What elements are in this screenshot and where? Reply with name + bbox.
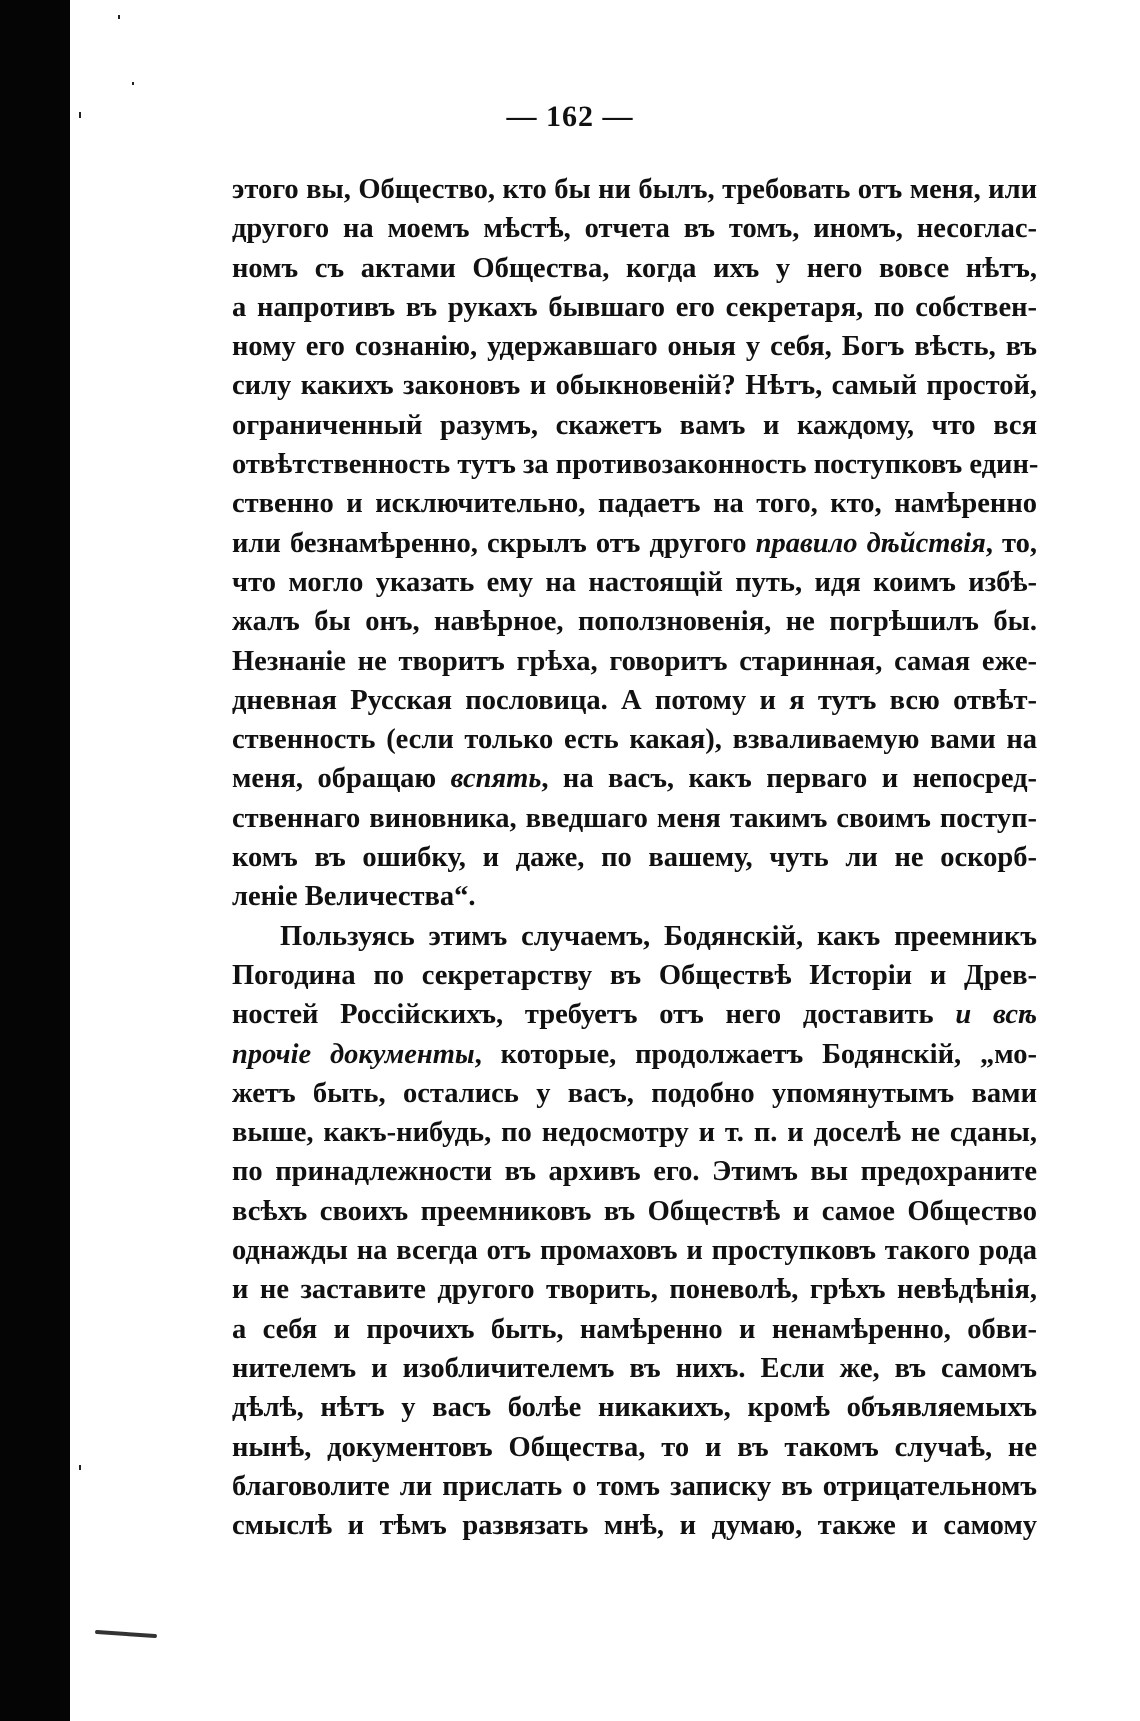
text-line: смыслѣ и тѣмъ развязать мнѣ, и думаю, также и самому <box>232 1510 1037 1542</box>
speck-mark <box>132 82 134 85</box>
text-line: номъ съ актами Общества, когда ихъ у него вовсе нѣтъ, <box>232 252 1037 284</box>
italic-phrase: прочіе документы <box>232 1038 475 1070</box>
text-line: однажды на всегда отъ промаховъ и проступковъ такого рода <box>232 1235 1037 1267</box>
text-line: а напротивъ въ рукахъ бывшаго его секретаря, по собствен- <box>232 291 1037 323</box>
page-number: — 162 — <box>506 100 634 133</box>
text-line: ному его сознанію, удержавшаго оныя у себя, Богъ вѣсть, въ <box>232 331 1037 363</box>
page-text <box>232 170 1037 1545</box>
text-line: ственнаго виновника, введшаго меня такимъ своимъ поступ- <box>232 802 1037 834</box>
paragraph-first-line: Пользуясь этимъ случаемъ, Бодянскій, какъ преемникъ <box>280 920 1037 952</box>
text-line: и не заставите другого творить, поневолѣ, грѣхъ невѣдѣнія, <box>232 1274 1037 1306</box>
text-line: нынѣ, документовъ Общества, то и въ такомъ случаѣ, не <box>232 1431 1037 1463</box>
text-line: благоволите ли прислать о томъ записку въ отрицательномъ <box>232 1470 1037 1502</box>
speck-mark <box>118 15 120 19</box>
text-fragment: , то, <box>985 527 1037 559</box>
text-line <box>232 759 1037 798</box>
text-line: нителемъ и изобличителемъ въ нихъ. Если же, въ самомъ <box>232 1352 1037 1384</box>
text-line: Погодина по секретарству въ Обществѣ Исторіи и Древ- <box>232 959 1037 991</box>
text-line: ограниченный разумъ, скажетъ вамъ и каждому, что вся <box>232 409 1037 441</box>
text-line: выше, какъ-нибудь, по недосмотру и т. п. и доселѣ не сданы, <box>232 1117 1037 1149</box>
text-line <box>232 524 1037 563</box>
italic-phrase: правило дѣйствія <box>755 527 986 559</box>
text-line: силу какихъ законовъ и обыкновеній? Нѣтъ, самый простой, <box>232 370 1037 402</box>
text-line: ственность (если только есть какая), взваливаемую вами на <box>232 724 1037 756</box>
scratch-mark <box>95 1630 157 1638</box>
text-line: а себя и прочихъ быть, намѣренно и ненамѣренно, обви- <box>232 1313 1037 1345</box>
text-fragment: или безнамѣренно, скрылъ отъ другого <box>232 527 756 559</box>
text-line: всѣхъ своихъ преемниковъ въ Обществѣ и самое Общество <box>232 1195 1037 1227</box>
text-line: комъ въ ошибку, и даже, по вашему, чуть ли не оскорб- <box>232 842 1037 874</box>
text-line: отвѣтственность тутъ за противозаконность поступковъ един- <box>232 449 1039 481</box>
text-fragment: ностей Россійскихъ, требуетъ отъ него доставить <box>232 999 956 1031</box>
text-fragment: меня, обращаю <box>232 763 451 795</box>
text-fragment: , на васъ, какъ перваго и непосред- <box>541 763 1037 795</box>
book-binding-edge <box>0 0 70 1721</box>
text-line <box>232 995 1037 1034</box>
text-line: что могло указать ему на настоящій путь, идя коимъ избѣ- <box>232 566 1037 598</box>
speck-mark <box>79 1465 81 1470</box>
text-line: леніе Величества“. <box>232 881 476 913</box>
text-line: ственно и исключительно, падаетъ на того, кто, намѣренно <box>232 488 1037 520</box>
text-line: Незнаніе не творитъ грѣха, говоритъ старинная, самая еже- <box>232 645 1037 677</box>
text-line: жетъ быть, остались у васъ, подобно упомянутымъ вами <box>232 1077 1037 1109</box>
text-line: по принадлежности въ архивъ его. Этимъ вы предохраните <box>232 1156 1037 1188</box>
text-line <box>232 1035 1037 1074</box>
text-line: дневная Русская пословица. А потому и я тутъ всю отвѣт- <box>232 684 1037 716</box>
text-line: этого вы, Общество, кто бы ни былъ, требовать отъ меня, или <box>232 174 1037 205</box>
text-line: другого на моемъ мѣстѣ, отчета въ томъ, иномъ, несоглас- <box>232 213 1037 245</box>
text-fragment: , которые, продолжаетъ Бодянскій, „мо- <box>474 1038 1037 1070</box>
italic-phrase: вспять <box>450 763 542 795</box>
italic-phrase: и всѣ <box>955 999 1037 1031</box>
text-line: жалъ бы онъ, навѣрное, поползновенія, не погрѣшилъ бы. <box>232 606 1037 638</box>
text-line: дѣлѣ, нѣтъ у васъ болѣе никакихъ, кромѣ объявляемыхъ <box>232 1392 1037 1424</box>
